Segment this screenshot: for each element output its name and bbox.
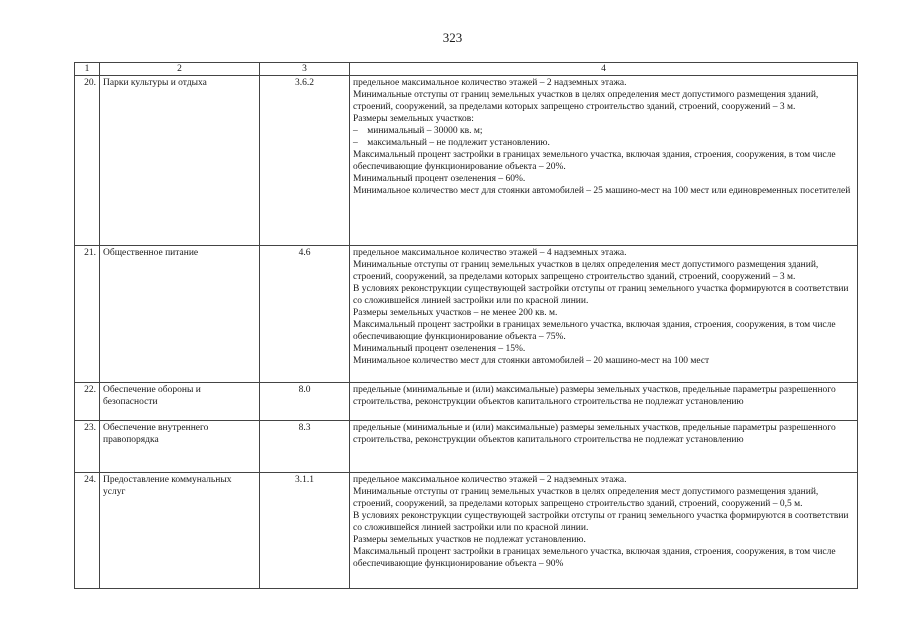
use-type-name: Общественное питание [100, 246, 260, 383]
column-header: 2 [100, 63, 260, 76]
parameter-line: предельное максимальное количество этажей – 2 надземных этажа. [353, 475, 627, 485]
parameters-cell [350, 473, 858, 589]
row-number: 22. [75, 383, 100, 421]
parameters-cell [350, 383, 858, 421]
use-type-name: Обеспечение обороны и безопасности [100, 383, 260, 421]
parameter-line: Максимальный процент застройки в границах земельного участка, включая здания, строения, сооружения, в том числе обеспечивающие функционирование объекта – 75%. [353, 320, 836, 342]
use-type-code: 3.6.2 [260, 76, 350, 246]
use-type-name: Предоставление коммунальных услуг [100, 473, 260, 589]
parameter-line: Минимальный процент озеленения – 15%. [353, 344, 526, 354]
column-header: 3 [260, 63, 350, 76]
parameter-line: В условиях реконструкции существующей застройки отступы от границ земельного участка формируются в соответствии со сложившейся линией застройки или по красной линии. [353, 284, 849, 306]
use-type-code: 4.6 [260, 246, 350, 383]
parameter-line: Минимальные отступы от границ земельных участков в целях определения мест допустимого размещения зданий, строений, сооружений, за пределами которых запрещено строительство зданий, строений, сооружений – 3 м. [353, 90, 819, 112]
table-header-row [75, 63, 858, 76]
table-row [75, 383, 858, 421]
parameter-line: Размеры земельных участков – не менее 200 кв. м. [353, 308, 558, 318]
row-number: 21. [75, 246, 100, 383]
parameter-line: – минимальный – 30000 кв. м; [353, 125, 854, 137]
row-number: 23. [75, 421, 100, 473]
use-type-code: 3.1.1 [260, 473, 350, 589]
parameters-cell [350, 421, 858, 473]
column-header: 1 [75, 63, 100, 76]
row-number: 20. [75, 76, 100, 246]
parameter-line: – максимальный – не подлежит установлению. [353, 137, 854, 149]
use-type-name: Обеспечение внутреннего правопорядка [100, 421, 260, 473]
parameter-line: В условиях реконструкции существующей застройки отступы от границ земельного участка формируются в соответствии со сложившейся линией застройки или по красной линии. [353, 511, 849, 533]
parameter-line: предельные (минимальные и (или) максимальные) размеры земельных участков, предельные параметры разрешенного строительства, реконструкции объектов капитального строительства не подлежат установлению [353, 423, 836, 445]
parameter-line: Минимальное количество мест для стоянки автомобилей – 25 машино-мест на 100 мест или единовременных посетителей [353, 186, 851, 196]
parameter-line: Минимальные отступы от границ земельных участков в целях определения мест допустимого размещения зданий, строений, сооружений, за пределами которых запрещено строительство зданий, строений, сооружений – 3 м. [353, 260, 819, 282]
parameter-line: предельное максимальное количество этажей – 4 надземных этажа. [353, 248, 627, 258]
use-type-code: 8.3 [260, 421, 350, 473]
parameters-cell [350, 76, 858, 246]
parameter-line: Минимальное количество мест для стоянки автомобилей – 20 машино-мест на 100 мест [353, 356, 710, 366]
page-number: 323 [442, 30, 463, 45]
parameter-line: Максимальный процент застройки в границах земельного участка, включая здания, строения, сооружения, в том числе обеспечивающие функционирование объекта – 90% [353, 547, 836, 569]
use-type-code: 8.0 [260, 383, 350, 421]
table-row [75, 473, 858, 589]
parameter-line: Размеры земельных участков не подлежат установлению. [353, 535, 586, 545]
use-type-name: Парки культуры и отдыха [100, 76, 260, 246]
table-row [75, 246, 858, 383]
regulations-table [74, 62, 858, 589]
parameter-line: Максимальный процент застройки в границах земельного участка, включая здания, строения, сооружения, в том числе обеспечивающие функционирование объекта – 20%. [353, 150, 836, 172]
table-row [75, 76, 858, 246]
parameter-line: Размеры земельных участков: [353, 114, 474, 124]
row-number: 24. [75, 473, 100, 589]
parameter-line: Минимальные отступы от границ земельных участков в целях определения мест допустимого размещения зданий, строений, сооружений, за пределами которых запрещено строительство зданий, строений, сооружений – 0,5 м. [353, 487, 819, 509]
column-header: 4 [350, 63, 858, 76]
table-row [75, 421, 858, 473]
parameter-line: Минимальный процент озеленения – 60%. [353, 174, 526, 184]
parameters-cell [350, 246, 858, 383]
parameter-line: предельные (минимальные и (или) максимальные) размеры земельных участков, предельные параметры разрешенного строительства, реконструкции объектов капитального строительства не подлежат установлению [353, 385, 836, 407]
parameter-line: предельное максимальное количество этажей – 2 надземных этажа. [353, 78, 627, 88]
